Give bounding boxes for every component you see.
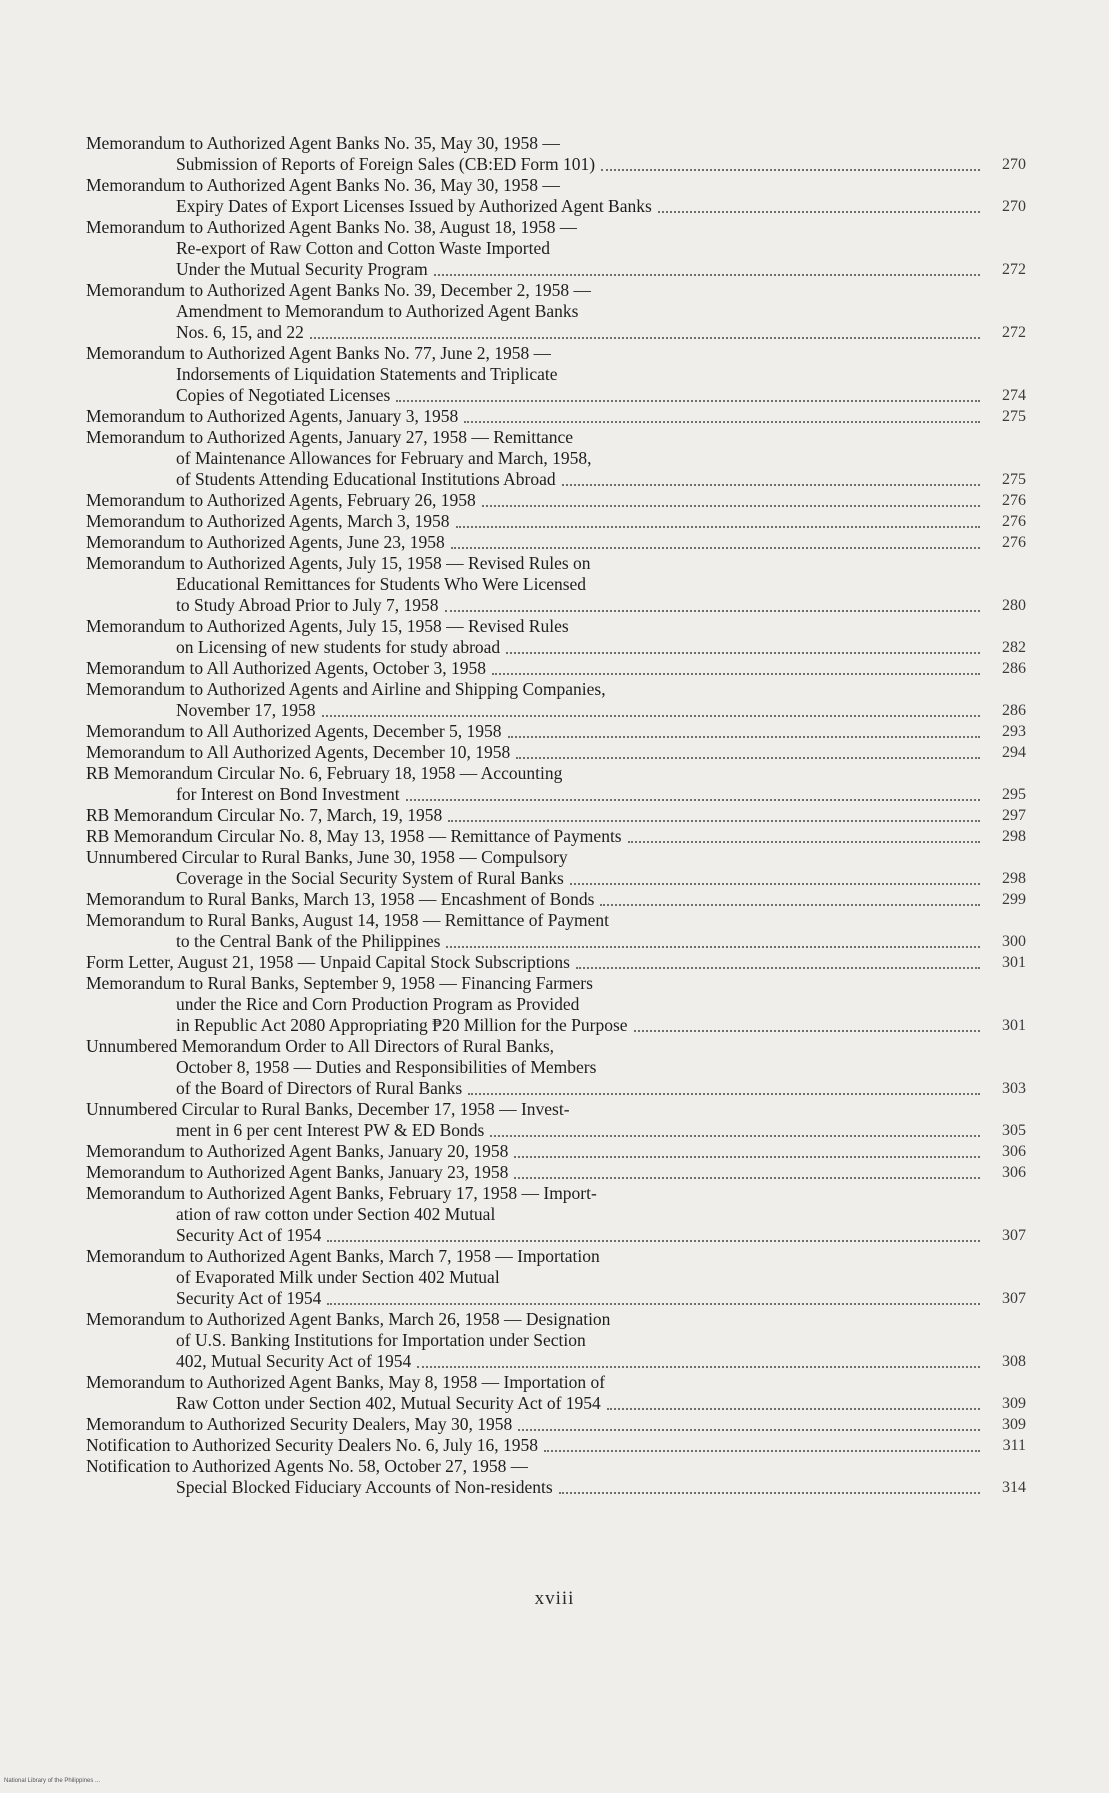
toc-entry: [86, 175, 1026, 217]
toc-entry-text: of Maintenance Allowances for February and March, 1958,: [176, 448, 592, 468]
toc-entry: [86, 1372, 1026, 1414]
toc-entry-continuation-line: [86, 637, 1026, 658]
toc-entry: [86, 805, 1026, 826]
toc-entry-page: 299: [1002, 891, 1026, 908]
toc-entry-page: 275: [1002, 471, 1026, 488]
toc-entry-title-line: [86, 133, 1026, 154]
toc-entry-title-line: [86, 175, 1026, 196]
toc-entry-text: Memorandum to Rural Banks, August 14, 1958 — Remittance of Payment: [86, 910, 609, 930]
toc-entry-page: 305: [1002, 1122, 1026, 1139]
toc-entry-page: 286: [1002, 702, 1026, 719]
toc-entry-text: Memorandum to Authorized Agents, July 15, 1958 — Revised Rules: [86, 616, 569, 636]
toc-entry-text: Memorandum to Authorized Agents, January 3, 1958: [86, 406, 459, 426]
toc-entry-title-line: [86, 343, 1026, 364]
toc-entry-text: Coverage in the Social Security System of Rural Banks: [176, 868, 564, 888]
toc-entry-text: Memorandum to Authorized Agent Banks, May 8, 1958 — Importation of: [86, 1372, 606, 1392]
toc-entry-page: 294: [1002, 744, 1026, 761]
dot-leader: [600, 894, 980, 906]
toc-entry-page: 293: [1002, 723, 1026, 740]
dot-leader: [327, 1230, 980, 1242]
page-number: xviii: [534, 1588, 575, 1609]
toc-entry-title-line: [86, 1372, 1026, 1393]
dot-leader: [516, 747, 980, 759]
toc-entry-text: Security Act of 1954: [176, 1225, 322, 1245]
toc-entry: [86, 847, 1026, 889]
toc-entry-text: Memorandum to Authorized Agent Banks, January 20, 1958: [86, 1141, 509, 1161]
toc-entry: [86, 763, 1026, 805]
toc-entry: [86, 826, 1026, 847]
toc-entry: [86, 1141, 1026, 1162]
toc-entry: [86, 1183, 1026, 1246]
dot-leader: [628, 831, 980, 843]
toc-entry: [86, 1414, 1026, 1435]
toc-entry-title-line: [86, 973, 1026, 994]
dot-leader: [490, 1125, 980, 1137]
toc-entry-title-line: [86, 1435, 1026, 1456]
toc-entry-title-line: [86, 889, 1026, 910]
toc-entry-text: Memorandum to Authorized Agents, February 26, 1958: [86, 490, 476, 510]
toc-entry-page: 298: [1002, 828, 1026, 845]
toc-entry-text: of the Board of Directors of Rural Banks: [176, 1078, 463, 1098]
toc-entry-page: 303: [1002, 1080, 1026, 1097]
toc-entry-page: 276: [1002, 492, 1026, 509]
toc-entry-text: Memorandum to Authorized Agent Banks, March 26, 1958 — Designation: [86, 1309, 611, 1329]
toc-entry-text: Educational Remittances for Students Who Were Licensed: [176, 574, 587, 594]
toc-entry-text: Unnumbered Circular to Rural Banks, June 30, 1958 — Compulsory: [86, 847, 568, 867]
toc-entry-title-line: [86, 658, 1026, 679]
toc-entry-text: Raw Cotton under Section 402, Mutual Security Act of 1954: [176, 1393, 601, 1413]
dot-leader: [322, 705, 981, 717]
toc-entry: [86, 658, 1026, 679]
toc-entry-title-line: [86, 616, 1026, 637]
dot-leader: [544, 1440, 980, 1452]
toc-entry-continuation-line: [86, 574, 1026, 595]
toc-entry-title-line: [86, 553, 1026, 574]
toc-entry: [86, 889, 1026, 910]
toc-entry: [86, 1456, 1026, 1498]
toc-entry-continuation-line: [86, 1267, 1026, 1288]
toc-entry-title-line: [86, 1456, 1026, 1477]
toc-entry-text: Memorandum to All Authorized Agents, December 5, 1958: [86, 721, 502, 741]
toc-entry-text: RB Memorandum Circular No. 6, February 18, 1958 — Accounting: [86, 763, 563, 783]
toc-entry-continuation-line: [86, 238, 1026, 259]
toc-entry-page: 308: [1002, 1353, 1026, 1370]
dot-leader: [508, 726, 980, 738]
toc-entry: [86, 490, 1026, 511]
toc-entry-text: Notification to Authorized Agents No. 58, October 27, 1958 —: [86, 1456, 529, 1476]
dot-leader: [327, 1293, 980, 1305]
toc-entry-page: 275: [1002, 408, 1026, 425]
toc-entry-text: Memorandum to Authorized Agent Banks, January 23, 1958: [86, 1162, 509, 1182]
toc-entry-text: Form Letter, August 21, 1958 — Unpaid Capital Stock Subscriptions: [86, 952, 570, 972]
toc-entry-page: 306: [1002, 1143, 1026, 1160]
dot-leader: [570, 873, 980, 885]
toc-entry-title-line: [86, 511, 1026, 532]
dot-leader: [634, 1020, 980, 1032]
toc-entry-continuation-line: [86, 301, 1026, 322]
toc-entry-continuation-line: [86, 1225, 1026, 1246]
toc-entry-continuation-line: [86, 1015, 1026, 1036]
toc-entry-text: RB Memorandum Circular No. 7, March, 19, 1958: [86, 805, 443, 825]
toc-entry-text: Memorandum to Rural Banks, September 9, 1958 — Financing Farmers: [86, 973, 593, 993]
toc-entry-continuation-line: [86, 784, 1026, 805]
dot-leader: [396, 390, 980, 402]
toc-entry-text: Memorandum to Authorized Agent Banks No. 39, December 2, 1958 —: [86, 280, 591, 300]
toc-entry-text: Memorandum to Authorized Agents, January 27, 1958 — Remittance: [86, 427, 573, 447]
table-of-contents: [86, 133, 1026, 1498]
toc-entry-text: Notification to Authorized Security Dealers No. 6, July 16, 1958: [86, 1435, 539, 1455]
toc-entry-text: Indorsements of Liquidation Statements and Triplicate: [176, 364, 558, 384]
toc-entry: [86, 952, 1026, 973]
toc-entry-continuation-line: [86, 994, 1026, 1015]
dot-leader: [417, 1356, 980, 1368]
toc-entry-page: 307: [1002, 1290, 1026, 1307]
toc-entry: [86, 343, 1026, 406]
toc-entry-text: to Study Abroad Prior to July 7, 1958: [176, 595, 439, 615]
dot-leader: [482, 495, 980, 507]
toc-entry-text: ation of raw cotton under Section 402 Mutual: [176, 1204, 496, 1224]
toc-entry-continuation-line: [86, 868, 1026, 889]
dot-leader: [601, 159, 980, 171]
dot-leader: [448, 810, 980, 822]
dot-leader: [445, 600, 980, 612]
toc-entry-page: 272: [1002, 261, 1026, 278]
toc-entry: [86, 511, 1026, 532]
toc-entry-page: 282: [1002, 639, 1026, 656]
toc-entry-page: 280: [1002, 597, 1026, 614]
dot-leader: [451, 537, 980, 549]
toc-entry-text: Expiry Dates of Export Licenses Issued by Authorized Agent Banks: [176, 196, 652, 216]
toc-entry-page: 274: [1002, 387, 1026, 404]
toc-entry-text: Memorandum to Authorized Agent Banks No. 77, June 2, 1958 —: [86, 343, 552, 363]
toc-entry-text: Nos. 6, 15, and 22: [176, 322, 304, 342]
toc-entry: [86, 133, 1026, 175]
dot-leader: [562, 474, 980, 486]
toc-entry-continuation-line: [86, 322, 1026, 343]
toc-entry-text: under the Rice and Corn Production Program as Provided: [176, 994, 580, 1014]
dot-leader: [468, 1083, 980, 1095]
toc-entry-continuation-line: [86, 385, 1026, 406]
toc-entry-text: of U.S. Banking Institutions for Importation under Section: [176, 1330, 586, 1350]
toc-entry-title-line: [86, 1246, 1026, 1267]
toc-entry-text: Unnumbered Circular to Rural Banks, December 17, 1958 — Invest-: [86, 1099, 570, 1119]
dot-leader: [514, 1167, 980, 1179]
scan-footer-note: National Library of the Philippines ...: [4, 1778, 101, 1784]
toc-entry: [86, 910, 1026, 952]
toc-entry-text: Memorandum to All Authorized Agents, December 10, 1958: [86, 742, 511, 762]
toc-entry: [86, 973, 1026, 1036]
dot-leader: [576, 957, 980, 969]
toc-entry-text: Memorandum to Authorized Security Dealers, May 30, 1958: [86, 1414, 513, 1434]
dot-leader: [518, 1419, 980, 1431]
toc-entry-text: in Republic Act 2080 Appropriating ₱20 Million for the Purpose: [176, 1015, 628, 1035]
toc-entry-continuation-line: [86, 469, 1026, 490]
toc-entry-title-line: [86, 280, 1026, 301]
toc-entry-title-line: [86, 763, 1026, 784]
toc-entry-title-line: [86, 1309, 1026, 1330]
toc-entry-title-line: [86, 742, 1026, 763]
toc-entry-continuation-line: [86, 154, 1026, 175]
toc-entry-continuation-line: [86, 931, 1026, 952]
toc-entry-text: Memorandum to Authorized Agent Banks No. 36, May 30, 1958 —: [86, 175, 560, 195]
toc-entry-text: Submission of Reports of Foreign Sales (CB:ED Form 101): [176, 154, 596, 174]
toc-entry-text: Memorandum to Authorized Agents, July 15, 1958 — Revised Rules on: [86, 553, 591, 573]
toc-entry: [86, 217, 1026, 280]
toc-entry-continuation-line: [86, 1393, 1026, 1414]
dot-leader: [434, 264, 980, 276]
toc-entry-page: 309: [1002, 1416, 1026, 1433]
toc-entry-continuation-line: [86, 1078, 1026, 1099]
toc-entry: [86, 1099, 1026, 1141]
toc-entry: [86, 532, 1026, 553]
toc-entry: [86, 679, 1026, 721]
toc-entry-title-line: [86, 952, 1026, 973]
dot-leader: [446, 936, 980, 948]
toc-entry: [86, 280, 1026, 343]
toc-entry-title-line: [86, 721, 1026, 742]
toc-entry-title-line: [86, 406, 1026, 427]
toc-entry-title-line: [86, 1036, 1026, 1057]
toc-entry-page: 270: [1002, 156, 1026, 173]
toc-entry-continuation-line: [86, 1288, 1026, 1309]
toc-entry-text: Memorandum to Authorized Agent Banks, February 17, 1958 — Import-: [86, 1183, 597, 1203]
toc-entry-continuation-line: [86, 1477, 1026, 1498]
dot-leader: [456, 516, 980, 528]
toc-entry-text: ment in 6 per cent Interest PW & ED Bonds: [176, 1120, 485, 1140]
toc-entry-title-line: [86, 679, 1026, 700]
toc-entry-title-line: [86, 805, 1026, 826]
toc-entry-page: 298: [1002, 870, 1026, 887]
toc-entry: [86, 427, 1026, 490]
toc-entry-title-line: [86, 490, 1026, 511]
toc-entry: [86, 553, 1026, 616]
toc-entry-title-line: [86, 847, 1026, 868]
toc-entry-text: Memorandum to Authorized Agents and Airline and Shipping Companies,: [86, 679, 606, 699]
toc-entry-page: 301: [1002, 1017, 1026, 1034]
toc-entry-text: for Interest on Bond Investment: [176, 784, 400, 804]
dot-leader: [514, 1146, 980, 1158]
toc-entry-page: 314: [1002, 1479, 1026, 1496]
toc-entry-page: 297: [1002, 807, 1026, 824]
toc-entry-page: 309: [1002, 1395, 1026, 1412]
toc-entry: [86, 1309, 1026, 1372]
dot-leader: [492, 663, 980, 675]
dot-leader: [406, 789, 980, 801]
dot-leader: [310, 327, 980, 339]
toc-entry-page: 276: [1002, 513, 1026, 530]
toc-entry-title-line: [86, 1141, 1026, 1162]
toc-entry-continuation-line: [86, 1120, 1026, 1141]
toc-entry-title-line: [86, 1099, 1026, 1120]
toc-entry-title-line: [86, 910, 1026, 931]
toc-entry-text: Memorandum to Authorized Agent Banks No. 35, May 30, 1958 —: [86, 133, 560, 153]
toc-entry-title-line: [86, 532, 1026, 553]
toc-entry-title-line: [86, 826, 1026, 847]
toc-entry-title-line: [86, 1414, 1026, 1435]
toc-entry-text: Security Act of 1954: [176, 1288, 322, 1308]
toc-entry: [86, 1435, 1026, 1456]
toc-entry-continuation-line: [86, 364, 1026, 385]
toc-entry-text: 402, Mutual Security Act of 1954: [176, 1351, 412, 1371]
toc-entry-text: Memorandum to Authorized Agent Banks, March 7, 1958 — Importation: [86, 1246, 600, 1266]
toc-entry-continuation-line: [86, 259, 1026, 280]
toc-entry-page: 301: [1002, 954, 1026, 971]
toc-entry-page: 300: [1002, 933, 1026, 950]
toc-entry-title-line: [86, 1183, 1026, 1204]
toc-entry-page: 272: [1002, 324, 1026, 341]
toc-entry: [86, 721, 1026, 742]
toc-entry-page: 295: [1002, 786, 1026, 803]
toc-entry-text: November 17, 1958: [176, 700, 316, 720]
toc-entry-page: 311: [1002, 1437, 1026, 1454]
toc-entry: [86, 406, 1026, 427]
toc-entry-text: Memorandum to Authorized Agents, March 3, 1958: [86, 511, 450, 531]
dot-leader: [607, 1398, 980, 1410]
toc-entry-text: Copies of Negotiated Licenses: [176, 385, 391, 405]
toc-entry-page: 276: [1002, 534, 1026, 551]
toc-entry-continuation-line: [86, 1351, 1026, 1372]
toc-entry: [86, 1246, 1026, 1309]
toc-entry-page: 286: [1002, 660, 1026, 677]
toc-entry-page: 270: [1002, 198, 1026, 215]
toc-entry-page: 307: [1002, 1227, 1026, 1244]
toc-entry-continuation-line: [86, 700, 1026, 721]
toc-entry: [86, 1036, 1026, 1099]
toc-entry-continuation-line: [86, 1330, 1026, 1351]
dot-leader: [559, 1482, 980, 1494]
toc-entry-continuation-line: [86, 196, 1026, 217]
toc-entry-text: October 8, 1958 — Duties and Responsibilities of Members: [176, 1057, 597, 1077]
toc-entry-text: Memorandum to All Authorized Agents, October 3, 1958: [86, 658, 487, 678]
toc-entry-text: RB Memorandum Circular No. 8, May 13, 1958 — Remittance of Payments: [86, 826, 622, 846]
toc-entry-text: Special Blocked Fiduciary Accounts of Non-residents: [176, 1477, 553, 1497]
toc-entry: [86, 616, 1026, 658]
toc-entry-continuation-line: [86, 448, 1026, 469]
dot-leader: [506, 642, 980, 654]
toc-entry: [86, 1162, 1026, 1183]
toc-entry-text: on Licensing of new students for study abroad: [176, 637, 501, 657]
dot-leader: [658, 201, 980, 213]
toc-entry-text: of Evaporated Milk under Section 402 Mutual: [176, 1267, 500, 1287]
dot-leader: [464, 411, 980, 423]
toc-entry-text: Unnumbered Memorandum Order to All Directors of Rural Banks,: [86, 1036, 555, 1056]
toc-entry-title-line: [86, 1162, 1026, 1183]
toc-entry-title-line: [86, 427, 1026, 448]
toc-entry-text: Memorandum to Authorized Agents, June 23, 1958: [86, 532, 445, 552]
toc-entry-text: Amendment to Memorandum to Authorized Agent Banks: [176, 301, 579, 321]
toc-entry-text: of Students Attending Educational Institutions Abroad: [176, 469, 556, 489]
toc-entry-continuation-line: [86, 595, 1026, 616]
toc-entry-title-line: [86, 217, 1026, 238]
toc-entry-page: 306: [1002, 1164, 1026, 1181]
toc-entry-continuation-line: [86, 1057, 1026, 1078]
toc-entry-text: Memorandum to Rural Banks, March 13, 1958 — Encashment of Bonds: [86, 889, 595, 909]
toc-entry-text: Memorandum to Authorized Agent Banks No. 38, August 18, 1958 —: [86, 217, 578, 237]
toc-entry: [86, 742, 1026, 763]
toc-entry-text: Re-export of Raw Cotton and Cotton Waste Imported: [176, 238, 550, 258]
toc-entry-continuation-line: [86, 1204, 1026, 1225]
toc-entry-text: Under the Mutual Security Program: [176, 259, 428, 279]
toc-entry-text: to the Central Bank of the Philippines: [176, 931, 441, 951]
